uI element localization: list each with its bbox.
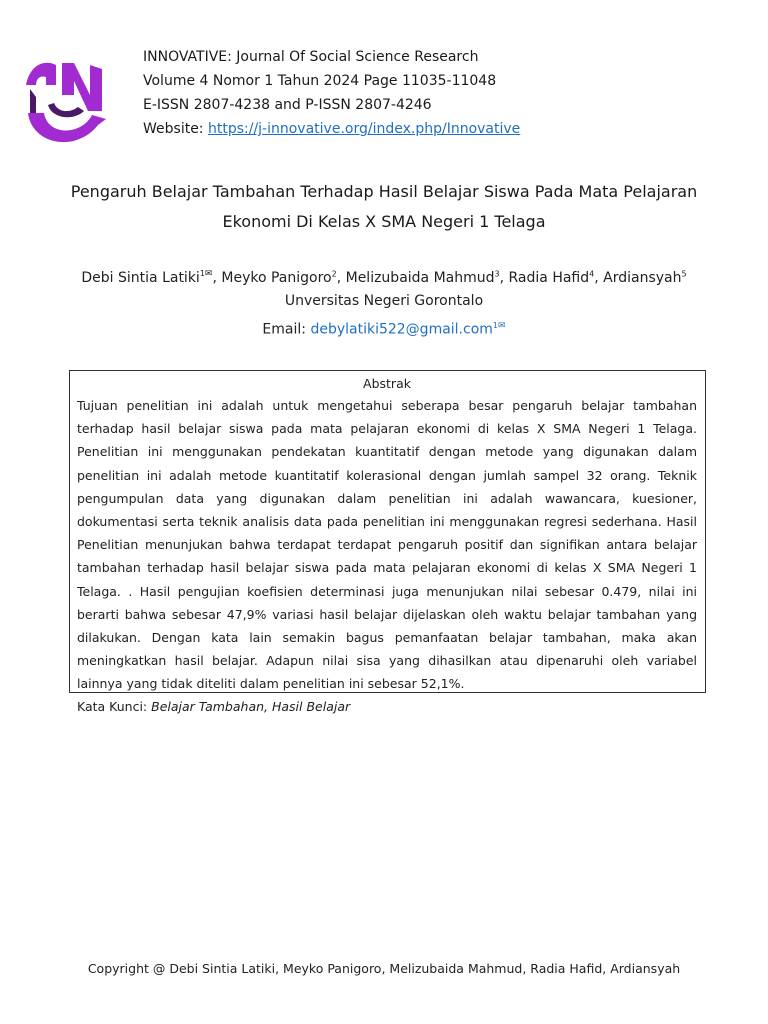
- copyright-footer: Copyright @ Debi Sintia Latiki, Meyko Panigoro, Melizubaida Mahmud, Radia Hafid, Ardiansyah: [87, 961, 681, 976]
- author-sup: 4: [589, 269, 595, 279]
- affiliation: Unversitas Negeri Gorontalo: [284, 293, 484, 309]
- website-link[interactable]: https://j-innovative.org/index.php/Innovative: [207, 121, 521, 137]
- logo-shadow-shape: [30, 89, 36, 115]
- author-sup: 5: [681, 269, 687, 279]
- logo-lower-shape: [28, 113, 106, 142]
- journal-header: [143, 45, 520, 141]
- journal-issn: E-ISSN 2807-4238 and P-ISSN 2807-4246: [143, 97, 432, 113]
- keywords-line: [77, 696, 697, 718]
- author-sup: 1✉: [199, 269, 213, 280]
- keywords-value: Belajar Tambahan, Hasil Belajar: [151, 698, 351, 714]
- author-name: Meyko Panigoro: [221, 270, 332, 286]
- journal-website: [143, 117, 520, 141]
- logo-upper-shape: [26, 63, 102, 111]
- email-link[interactable]: debylatiki522@gmail.com: [310, 321, 493, 338]
- keywords-label: Kata Kunci:: [77, 698, 152, 714]
- abstract-body: Tujuan penelitian ini adalah untuk mengetahui seberapa besar pengaruh belajar tambahan terhadap hasil belajar siswa pada mata pelajaran ekonomi di kelas X SMA Negeri 1 Telaga. Penelitian ini menggunakan pendekatan kuantitatif dengan metode yang digunakan dalam penelitian ini adalah metode kuantitatif kolerasional dengan jumlah sampel 32 orang. Teknik pengumpulan data yang digunakan dalam penelitian ini adalah wawancara, kuesioner, dokumentasi serta teknik analisis data pada penelitian ini menggunakan regresi sederhana. Hasil Penelitian menunjukan bahwa terdapat terdapat pengaruh positif dan signifikan antara belajar tambahan terhadap hasil belajar siswa pada mata pelajaran ekonomi di kelas X SMA Negeri 1 Telaga. . Hasil pengujian koefisien determinasi juga menunjukan nilai sebesar 0.479, nilai ini berarti bahwa sebesar 47,9% variasi hasil belajar dijelaskan oleh waktu belajar tambahan yang dilakukan. Dengan kata lain semakin bagus pemanfaatan belajar tambahan, maka akan meningkatkan hasil belajar. Adapun nilai sisa yang dihasilkan atau dipenaruhi oleh variabel lainnya yang tidak diteliti dalam penelitian ini sebesar 52,1%.: [77, 398, 697, 692]
- logo-inner-swoosh: [48, 103, 84, 117]
- author-name: Debi Sintia Latiki: [81, 270, 200, 286]
- email-sup: 1✉: [492, 321, 506, 331]
- paper-title: [40, 177, 728, 237]
- journal-logo: [22, 55, 110, 155]
- journal-name: INNOVATIVE: Journal Of Social Science Research: [143, 49, 479, 65]
- author-name: Ardiansyah: [603, 270, 682, 286]
- email-label: Email:: [262, 321, 311, 338]
- author-list: Debi Sintia Latiki$^{1✉}$, Meyko Panigoro$^2$, Melizubaida Mahmud$^3$, Radia Hafid$^4$, Ardiansyah$^5$: [81, 269, 687, 286]
- abstract-box: [69, 370, 706, 714]
- author-name: Melizubaida Mahmud: [345, 270, 495, 286]
- journal-volume: Volume 4 Nomor 1 Tahun 2024 Page 11035-11048: [143, 73, 497, 89]
- website-label: Website:: [143, 121, 208, 137]
- author-name: Radia Hafid: [508, 270, 590, 286]
- abstract-heading: Abstrak: [363, 376, 411, 391]
- author-sup: 2: [331, 269, 337, 279]
- paper-title-line2: Ekonomi Di Kelas X SMA Negeri 1 Telaga: [222, 212, 546, 231]
- email-line: [0, 321, 768, 338]
- envelope-icon: ✉: [498, 321, 506, 331]
- author-sup: 3: [494, 269, 500, 279]
- envelope-icon: ✉: [204, 269, 213, 280]
- paper-title-line1: Pengaruh Belajar Tambahan Terhadap Hasil Belajar Siswa Pada Mata Pelajaran: [70, 182, 698, 201]
